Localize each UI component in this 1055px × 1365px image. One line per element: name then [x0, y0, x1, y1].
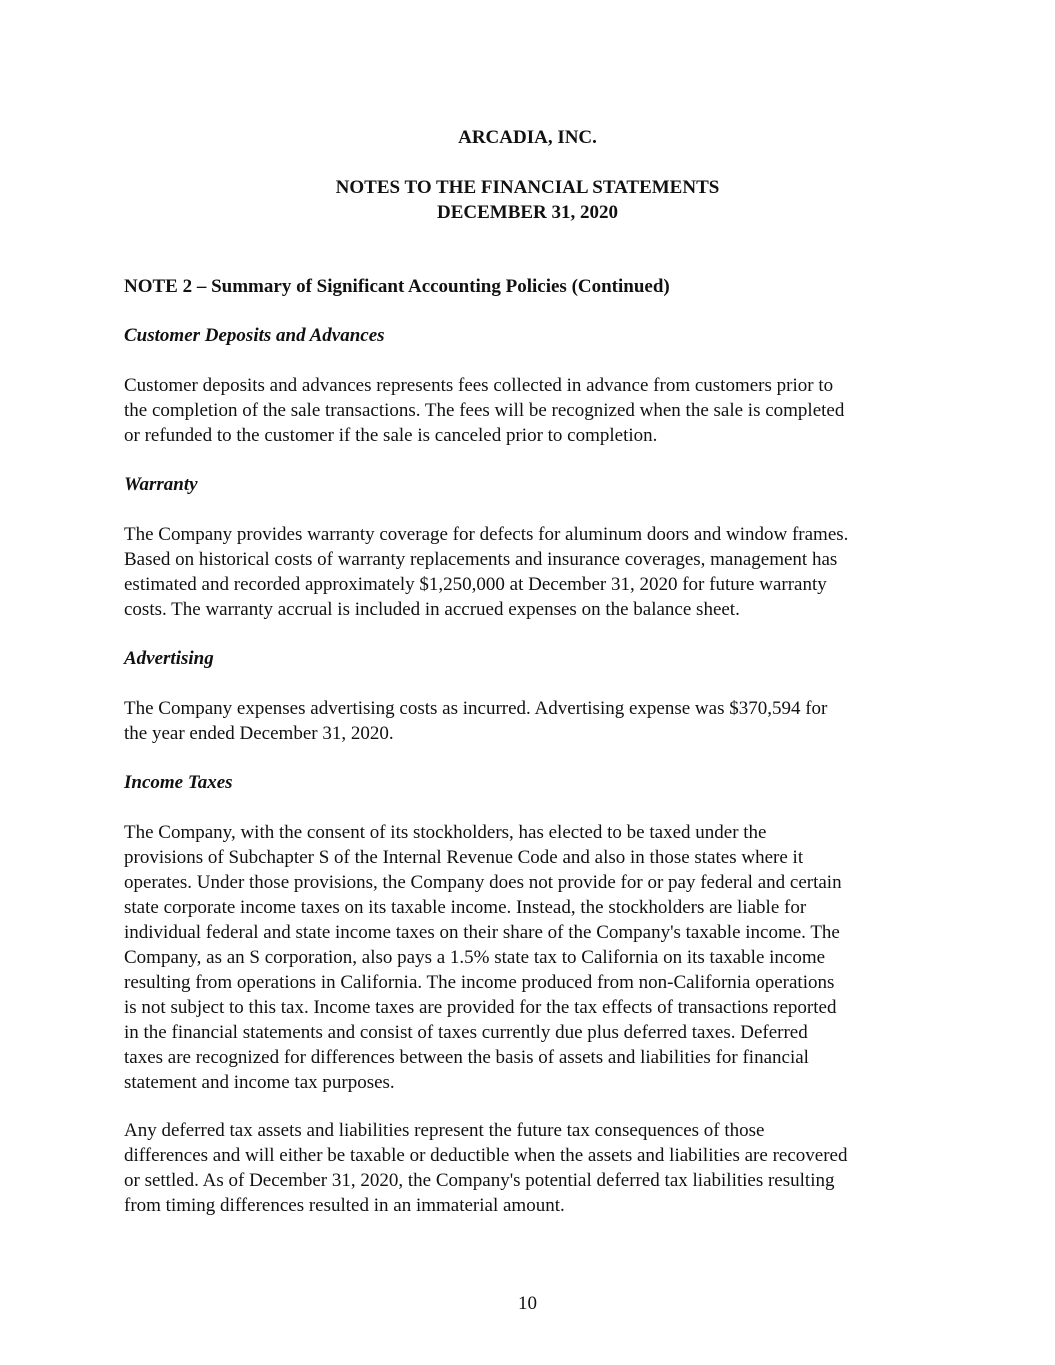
section-heading-advertising: Advertising [124, 648, 214, 669]
text-line: or settled. As of December 31, 2020, the Company's potential deferred tax liabilities resulting [124, 1170, 835, 1191]
text-line: provisions of Subchapter S of the Internal Revenue Code and also in those states where it [124, 847, 804, 868]
section-heading-customer-deposits: Customer Deposits and Advances [124, 325, 385, 346]
text-line: The Company provides warranty coverage for defects for aluminum doors and window frames. [124, 524, 849, 545]
text-line: Company, as an S corporation, also pays a 1.5% state tax to California on its taxable income [124, 947, 826, 968]
company-name: ARCADIA, INC. [458, 127, 597, 148]
paragraph-customer-deposits [124, 373, 944, 448]
section-heading-warranty: Warranty [124, 474, 198, 495]
text-line: costs. The warranty accrual is included in accrued expenses on the balance sheet. [124, 599, 740, 620]
text-line: taxes are recognized for differences between the basis of assets and liabilities for financial [124, 1047, 809, 1068]
text-line: differences and will either be taxable or deductible when the assets and liabilities are recovered [124, 1145, 848, 1166]
text-line: The Company, with the consent of its stockholders, has elected to be taxed under the [124, 822, 767, 843]
document-date: DECEMBER 31, 2020 [436, 202, 619, 223]
text-line: statement and income tax purposes. [124, 1072, 395, 1093]
section-heading-income-taxes: Income Taxes [124, 772, 233, 793]
paragraph-income-taxes-1 [124, 820, 944, 1095]
paragraph-advertising [124, 696, 944, 746]
note-heading: NOTE 2 – Summary of Significant Accounting Policies (Continued) [124, 276, 670, 297]
text-line: state corporate income taxes on its taxable income. Instead, the stockholders are liable for [124, 897, 807, 918]
text-line: or refunded to the customer if the sale is canceled prior to completion. [124, 425, 658, 446]
document-title-line-1: NOTES TO THE FINANCIAL STATEMENTS [335, 177, 720, 198]
text-line: resulting from operations in California. The income produced from non-California operations [124, 972, 835, 993]
paragraph-warranty [124, 522, 944, 622]
page-number: 10 [518, 1293, 537, 1314]
text-line: Based on historical costs of warranty replacements and insurance coverages, management has [124, 549, 838, 570]
text-line: the year ended December 31, 2020. [124, 723, 394, 744]
text-line: the completion of the sale transactions. The fees will be recognized when the sale is completed [124, 400, 845, 421]
text-line: in the financial statements and consist of taxes currently due plus deferred taxes. Deferred [124, 1022, 808, 1043]
text-line: individual federal and state income taxes on their share of the Company's taxable income. The [124, 922, 840, 943]
text-line: Any deferred tax assets and liabilities represent the future tax consequences of those [124, 1120, 765, 1141]
text-line: is not subject to this tax. Income taxes are provided for the tax effects of transactions reported [124, 997, 837, 1018]
text-line: Customer deposits and advances represents fees collected in advance from customers prior to [124, 375, 834, 396]
text-line: estimated and recorded approximately $1,250,000 at December 31, 2020 for future warranty [124, 574, 827, 595]
text-line: operates. Under those provisions, the Company does not provide for or pay federal and certain [124, 872, 842, 893]
paragraph-income-taxes-2 [124, 1118, 944, 1218]
document-title [0, 175, 1055, 225]
text-line: from timing differences resulted in an immaterial amount. [124, 1195, 565, 1216]
text-line: The Company expenses advertising costs as incurred. Advertising expense was $370,594 for [124, 698, 828, 719]
